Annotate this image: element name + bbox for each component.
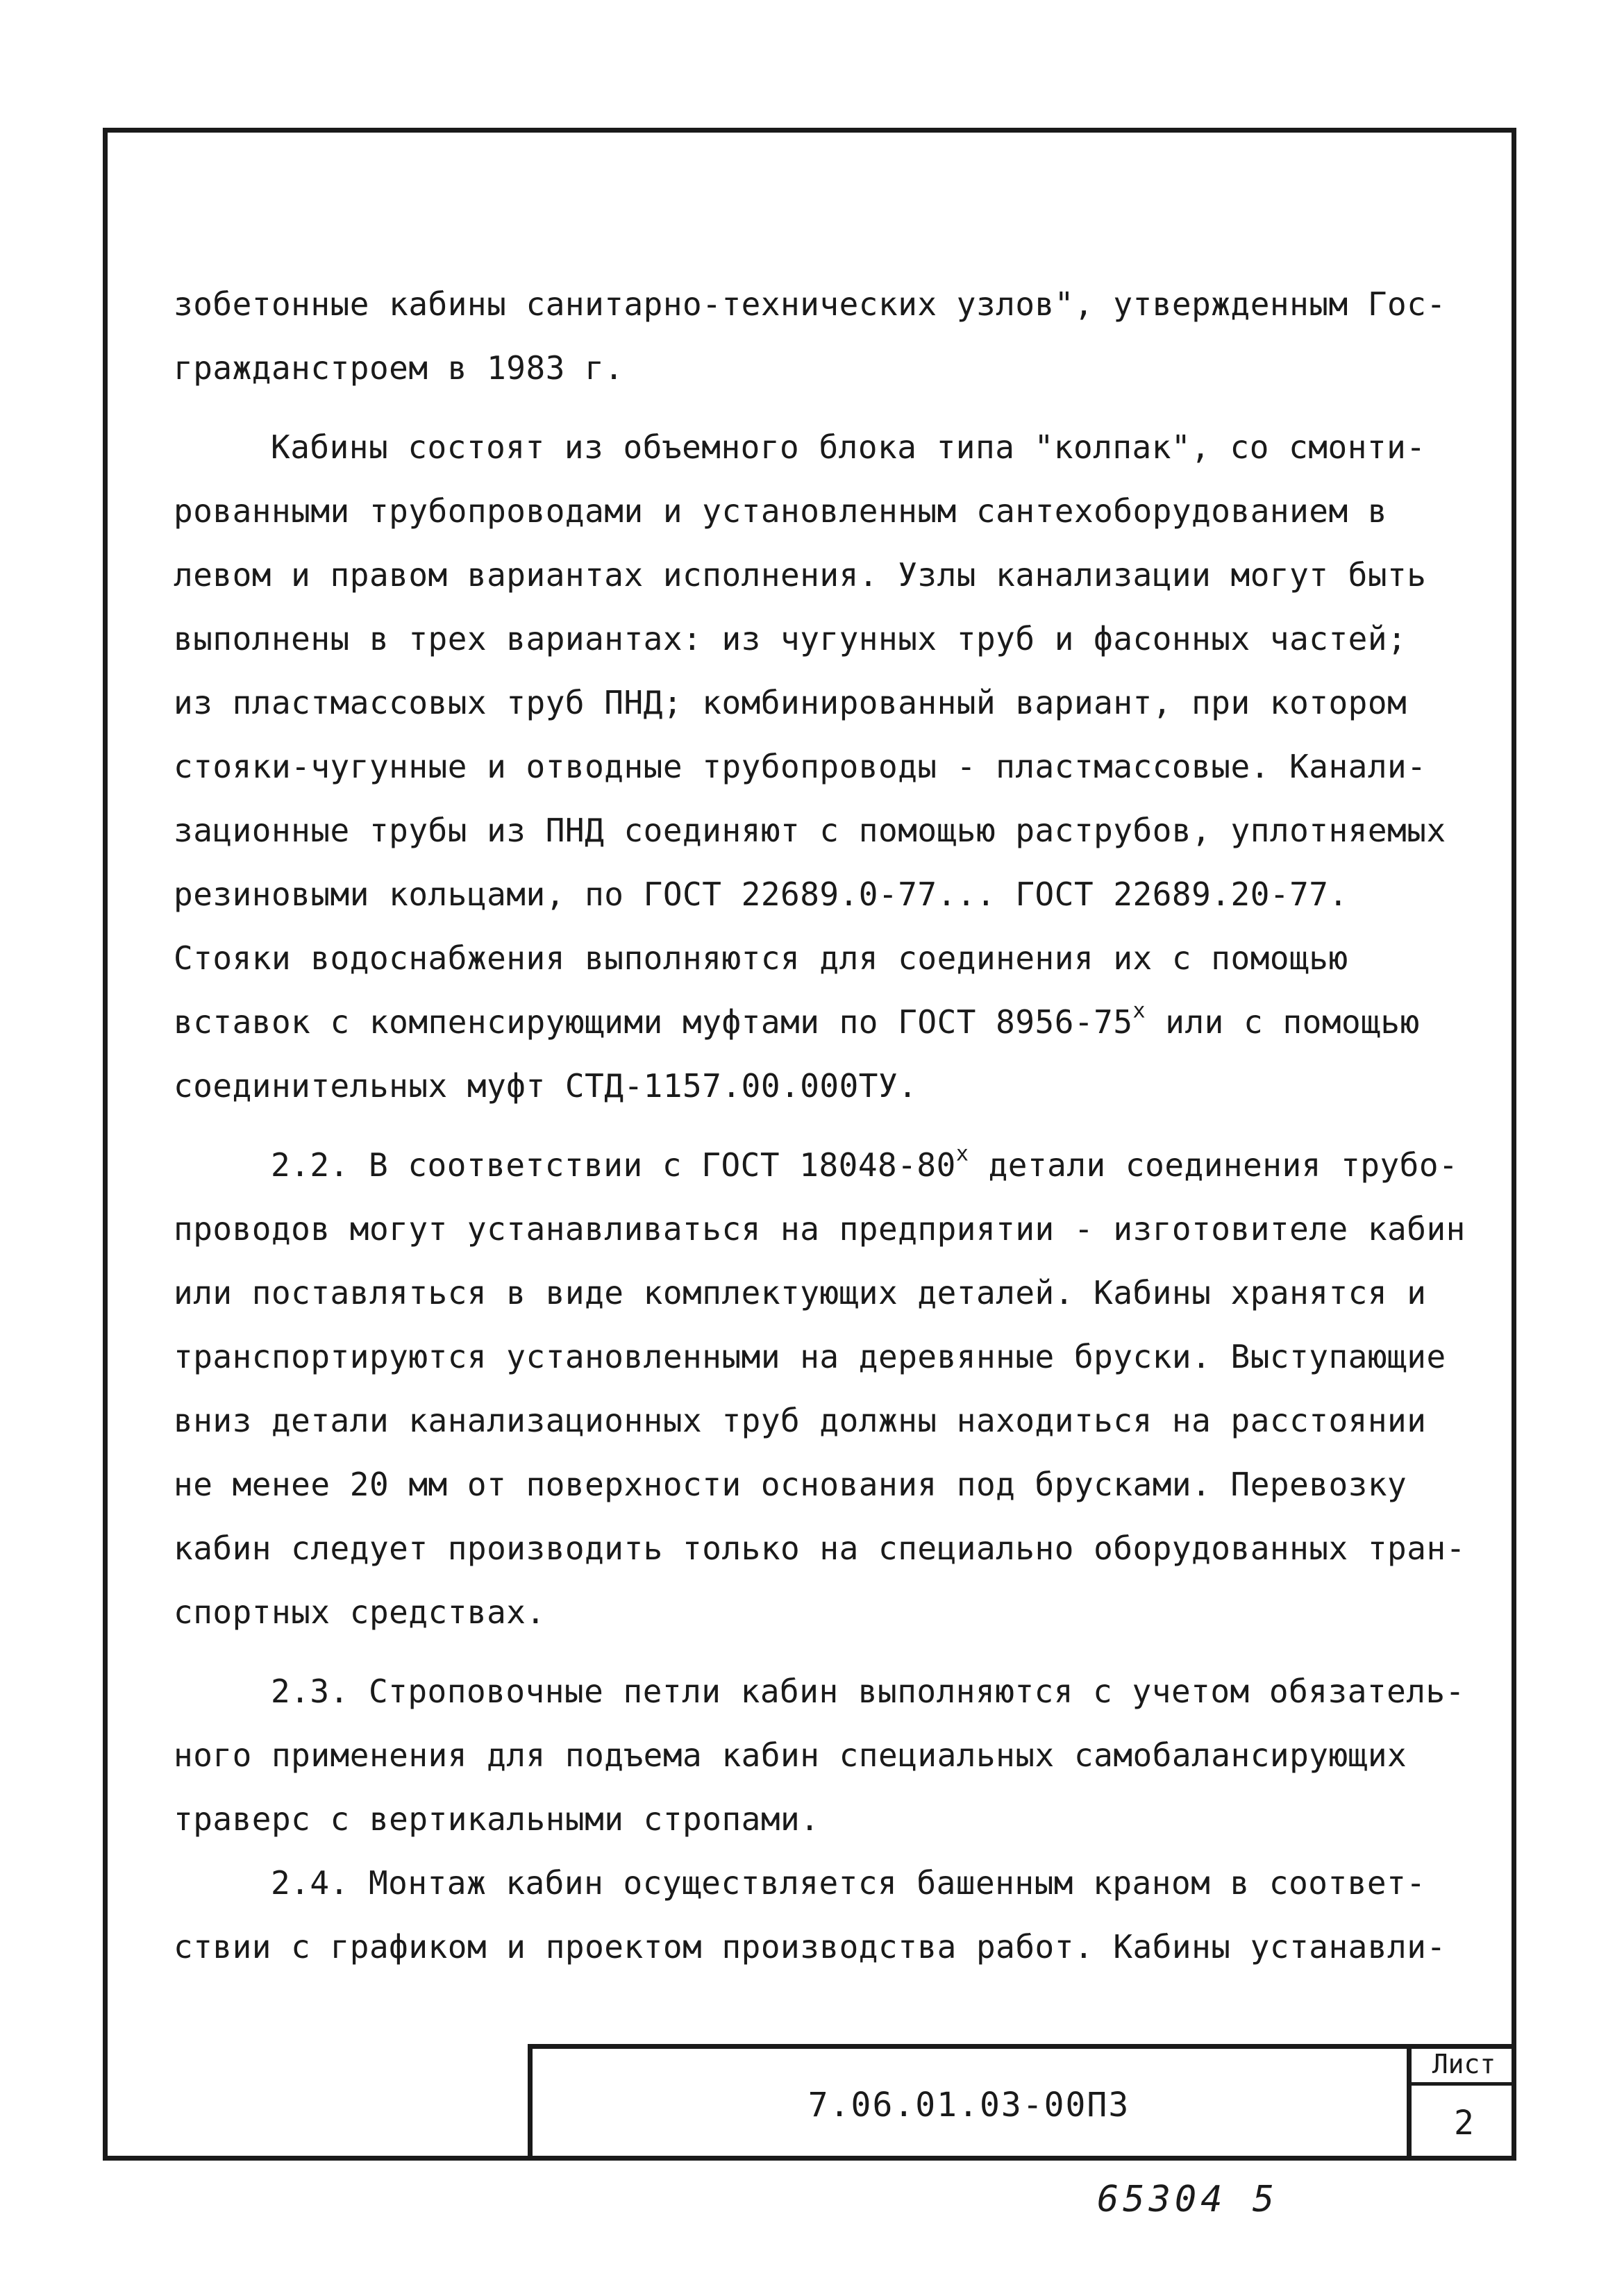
text-line: стояки-чугунные и отводные трубопроводы - пластмассовые. Канали- xyxy=(174,748,1427,785)
text-line: или поставляться в виде комплектующих деталей. Кабины хранятся и xyxy=(174,1274,1427,1312)
text-segment: 2.2. В соответствии с ГОСТ 18048-80 xyxy=(271,1146,956,1184)
text-line: зобетонные кабины санитарно-технических узлов", утвержденным Гос- xyxy=(174,285,1446,323)
text-line: проводов могут устанавливаться на предприятии - изготовителе кабин xyxy=(174,1210,1466,1248)
text-line: соединительных муфт СТД-1157.00.000ТУ. xyxy=(174,1067,918,1105)
sheet-label: Лист xyxy=(1412,2044,1516,2086)
sheet-box xyxy=(1407,2044,1516,2161)
text-line: спортных средствах. xyxy=(174,1593,546,1631)
superscript-mark: х xyxy=(955,1141,969,1166)
text-line: резиновыми кольцами, по ГОСТ 22689.0-77... ГОСТ 22689.20-77. xyxy=(174,875,1348,913)
text-line xyxy=(174,990,1479,1054)
text-line: кабин следует производить только на специально оборудованных тран- xyxy=(174,1530,1466,1567)
text-line: траверс с вертикальными стропами. xyxy=(174,1800,820,1838)
text-line: 2.4. Монтаж кабин осуществляется башенным краном в соответ- xyxy=(271,1864,1426,1902)
text-line: рованными трубопроводами и установленным сантехоборудованием в xyxy=(174,492,1388,530)
text-line: из пластмассовых труб ПНД; комбинированный вариант, при котором xyxy=(174,684,1407,721)
text-line: не менее 20 мм от поверхности основания под брусками. Перевозку xyxy=(174,1466,1407,1503)
text-line: выполнены в трех вариантах: из чугунных труб и фасонных частей; xyxy=(174,620,1407,657)
text-segment: детали соединения трубо- xyxy=(969,1146,1459,1184)
handwritten-number: 65304 5 xyxy=(1097,2179,1279,2220)
title-block xyxy=(528,2044,1516,2161)
text-segment: вставок с компенсирующими муфтами по ГОСТ 8956-75 xyxy=(174,1003,1133,1041)
text-line: транспортируются установленными на деревянные бруски. Выступающие xyxy=(174,1338,1446,1375)
text-line: вниз детали канализационных труб должны находиться на расстоянии xyxy=(174,1402,1427,1439)
text-line: Стояки водоснабжения выполняются для соединения их с помощью xyxy=(174,939,1348,977)
sheet-number: 2 xyxy=(1454,2104,1474,2143)
text-line: 2.3. Строповочные петли кабин выполняются с учетом обязатель- xyxy=(271,1673,1465,1710)
document-body xyxy=(174,272,1479,1979)
document-code: 7.06.01.03-00ПЗ xyxy=(807,2085,1130,2125)
text-line: ного применения для подъема кабин специальных самобалансирующих xyxy=(174,1736,1407,1774)
text-line: левом и правом вариантах исполнения. Узлы канализации могут быть xyxy=(174,556,1427,594)
text-line: Кабины состоят из объемного блока типа "колпак", со смонти- xyxy=(271,428,1426,466)
text-line: гражданстроем в 1983 г. xyxy=(174,349,624,387)
text-segment: или с помощью xyxy=(1146,1003,1420,1041)
text-line: зационные трубы из ПНД соединяют с помощью раструбов, уплотняемых xyxy=(174,812,1446,849)
text-line xyxy=(174,1133,1479,1197)
superscript-mark: х xyxy=(1132,998,1146,1023)
text-line: ствии с графиком и проектом производства работ. Кабины устанавли- xyxy=(174,1928,1446,1966)
